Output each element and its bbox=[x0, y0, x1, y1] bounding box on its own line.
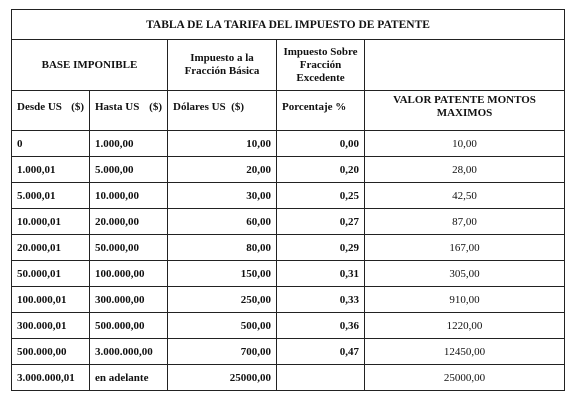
cell-dolares: 60,00 bbox=[168, 209, 277, 235]
cell-desde: 0 bbox=[12, 131, 90, 157]
header-dolares bbox=[168, 91, 277, 131]
table-row bbox=[12, 261, 565, 287]
cell-valor: 10,00 bbox=[365, 131, 565, 157]
header-valor-patente bbox=[365, 91, 565, 131]
table-row bbox=[12, 313, 565, 339]
cell-dolares: 25000,00 bbox=[168, 365, 277, 391]
cell-dolares: 30,00 bbox=[168, 183, 277, 209]
cell-porcentaje: 0,25 bbox=[277, 183, 365, 209]
cell-hasta: 50.000,00 bbox=[90, 235, 168, 261]
cell-porcentaje: 0,20 bbox=[277, 157, 365, 183]
cell-hasta: 1.000,00 bbox=[90, 131, 168, 157]
cell-hasta: en adelante bbox=[90, 365, 168, 391]
header-dolares-unit: ($) bbox=[231, 100, 244, 113]
cell-hasta: 3.000.000,00 bbox=[90, 339, 168, 365]
header-base-imponible: BASE IMPONIBLE bbox=[12, 40, 168, 91]
group-header-row bbox=[12, 40, 565, 91]
table-row bbox=[12, 157, 565, 183]
cell-desde: 20.000,01 bbox=[12, 235, 90, 261]
header-empty-cell bbox=[365, 40, 565, 91]
cell-valor: 42,50 bbox=[365, 183, 565, 209]
title-row bbox=[12, 10, 565, 40]
cell-porcentaje: 0,00 bbox=[277, 131, 365, 157]
cell-porcentaje: 0,29 bbox=[277, 235, 365, 261]
cell-desde: 500.000,00 bbox=[12, 339, 90, 365]
cell-desde: 3.000.000,01 bbox=[12, 365, 90, 391]
cell-valor: 28,00 bbox=[365, 157, 565, 183]
cell-dolares: 150,00 bbox=[168, 261, 277, 287]
cell-hasta: 300.000,00 bbox=[90, 287, 168, 313]
cell-desde: 50.000,01 bbox=[12, 261, 90, 287]
table-row bbox=[12, 365, 565, 391]
table-row bbox=[12, 209, 565, 235]
cell-valor: 305,00 bbox=[365, 261, 565, 287]
tarifa-table bbox=[11, 9, 565, 391]
cell-valor: 1220,00 bbox=[365, 313, 565, 339]
cell-porcentaje bbox=[277, 365, 365, 391]
header-desde bbox=[12, 91, 90, 131]
cell-porcentaje: 0,36 bbox=[277, 313, 365, 339]
header-desde-label: Desde US bbox=[17, 100, 62, 113]
cell-dolares: 700,00 bbox=[168, 339, 277, 365]
header-desde-unit: ($) bbox=[71, 100, 84, 113]
cell-valor: 87,00 bbox=[365, 209, 565, 235]
cell-dolares: 20,00 bbox=[168, 157, 277, 183]
header-hasta-label: Hasta US bbox=[95, 100, 140, 113]
table-row bbox=[12, 339, 565, 365]
cell-dolares: 500,00 bbox=[168, 313, 277, 339]
cell-valor: 167,00 bbox=[365, 235, 565, 261]
cell-porcentaje: 0,27 bbox=[277, 209, 365, 235]
cell-porcentaje: 0,47 bbox=[277, 339, 365, 365]
table-row bbox=[12, 131, 565, 157]
cell-desde: 1.000,01 bbox=[12, 157, 90, 183]
cell-hasta: 100.000,00 bbox=[90, 261, 168, 287]
cell-hasta: 500.000,00 bbox=[90, 313, 168, 339]
cell-desde: 300.000,01 bbox=[12, 313, 90, 339]
cell-porcentaje: 0,33 bbox=[277, 287, 365, 313]
cell-dolares: 80,00 bbox=[168, 235, 277, 261]
cell-desde: 100.000,01 bbox=[12, 287, 90, 313]
cell-valor: 25000,00 bbox=[365, 365, 565, 391]
header-impuesto-fraccion-basica: Impuesto a la Fracción Básica bbox=[168, 40, 277, 91]
header-porcentaje-label: Porcentaje % bbox=[282, 100, 347, 113]
header-hasta-unit: ($) bbox=[149, 100, 162, 113]
cell-valor: 12450,00 bbox=[365, 339, 565, 365]
table-row bbox=[12, 183, 565, 209]
cell-dolares: 10,00 bbox=[168, 131, 277, 157]
cell-hasta: 20.000,00 bbox=[90, 209, 168, 235]
cell-desde: 5.000,01 bbox=[12, 183, 90, 209]
column-header-row bbox=[12, 91, 565, 131]
cell-hasta: 10.000,00 bbox=[90, 183, 168, 209]
table-title: TABLA DE LA TARIFA DEL IMPUESTO DE PATENTE bbox=[12, 10, 565, 40]
header-porcentaje bbox=[277, 91, 365, 131]
table-row bbox=[12, 235, 565, 261]
cell-hasta: 5.000,00 bbox=[90, 157, 168, 183]
cell-dolares: 250,00 bbox=[168, 287, 277, 313]
header-impuesto-fraccion-excedente: Impuesto Sobre Fracción Excedente bbox=[277, 40, 365, 91]
cell-porcentaje: 0,31 bbox=[277, 261, 365, 287]
header-valor-patente-label: VALOR PATENTE MONTOS MAXIMOS bbox=[393, 93, 536, 119]
cell-desde: 10.000,01 bbox=[12, 209, 90, 235]
cell-valor: 910,00 bbox=[365, 287, 565, 313]
table-row bbox=[12, 287, 565, 313]
header-dolares-label: Dólares US bbox=[173, 100, 226, 113]
header-hasta bbox=[90, 91, 168, 131]
